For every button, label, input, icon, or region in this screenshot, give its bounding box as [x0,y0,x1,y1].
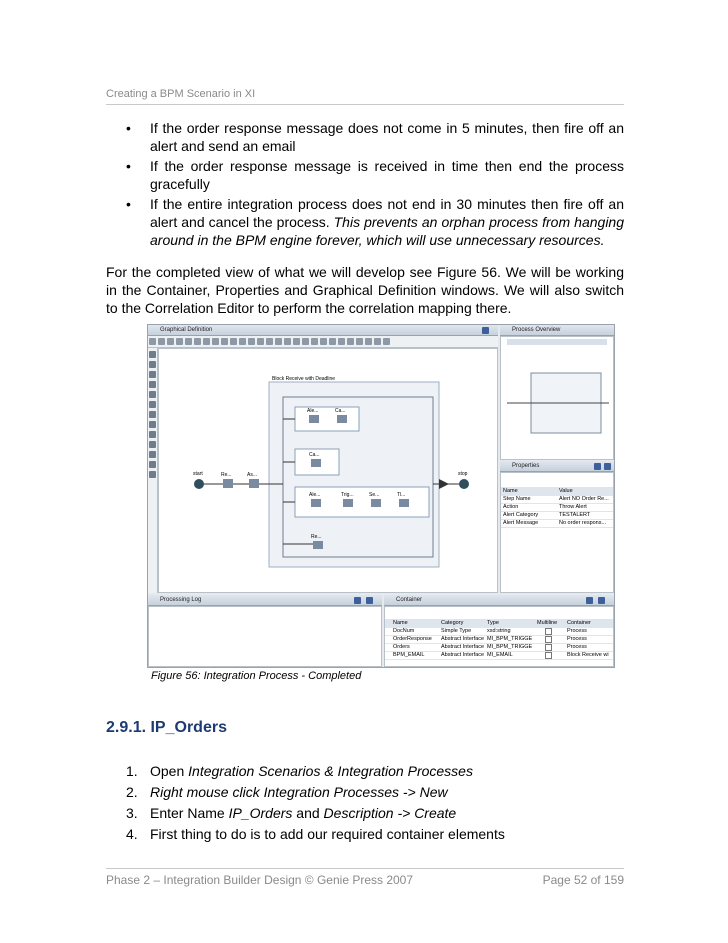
table-row[interactable]: OrderResponse Abstract Interface MI_BPM_TRIGGE Process [385,635,613,644]
toolbar-icon[interactable] [284,338,291,345]
step-palette [148,348,158,593]
table-row[interactable]: Alert Message No order respons... [501,519,613,528]
toolbar-icon[interactable] [365,338,372,345]
palette-icon[interactable] [149,461,156,468]
step-item: 1. Open Integration Scenarios & Integration Processes [106,761,505,782]
footer-text: Phase 2 – Integration Builder Design © Genie Press 2007 [106,873,414,887]
bullet-text: If the order response message does not come in 5 minutes, then fire off an alert and send an email [150,120,624,154]
bullet-text: If the entire integration process does not end in 30 minutes then fire off an alert and cancel the process. [150,196,624,230]
column-header: Multiline [537,620,558,626]
figure-screenshot [147,324,615,668]
close-icon[interactable] [366,597,373,604]
receive-step-icon[interactable] [223,479,233,488]
bullet-text: If the order response message is received in time then end the process gracefully [150,158,624,192]
palette-icon[interactable] [149,431,156,438]
palette-icon[interactable] [149,381,156,388]
toolbar-icon[interactable] [212,338,219,345]
toolbar-icon[interactable] [338,338,345,345]
multiline-checkbox[interactable] [545,628,552,635]
step-label: Re... [311,534,322,540]
receive-step-icon[interactable] [313,541,323,549]
trigger-step-icon[interactable] [343,499,353,507]
toolbar-icon[interactable] [356,338,363,345]
alert-step-icon[interactable] [311,499,321,507]
toolbar-icon[interactable] [302,338,309,345]
column-header: Value [559,488,573,494]
toolbar-icon[interactable] [320,338,327,345]
table-row[interactable]: Action Throw Alert [501,503,613,512]
process-overview-canvas[interactable] [500,336,614,460]
toolbar-icon[interactable] [266,338,273,345]
toolbar-icon[interactable] [275,338,282,345]
close-icon[interactable] [598,597,605,604]
bullet-item [106,157,624,193]
toolbar-icon[interactable] [221,338,228,345]
stop-event-icon[interactable] [459,479,469,489]
running-header: Creating a BPM Scenario in XI [106,88,256,100]
page-number: Page 52 of 159 [542,873,624,887]
figure-caption: Figure 56: Integration Process - Completed [151,670,362,682]
palette-icon[interactable] [149,401,156,408]
toolbar-icon[interactable] [347,338,354,345]
step-item: 2. Right mouse click Integration Processes -> New [106,782,505,803]
palette-icon[interactable] [149,371,156,378]
properties-titlebar [500,461,614,472]
toolbar-icon[interactable] [158,338,165,345]
palette-icon[interactable] [149,451,156,458]
container-titlebar [384,595,614,606]
step-number: 1. [126,763,138,779]
step-label: Re... [221,472,232,478]
step-label: Ale... [309,492,321,498]
bullet-dot-icon: • [126,196,131,212]
toolbar-icon[interactable] [176,338,183,345]
step-number: 2. [126,784,138,800]
properties-grid [500,472,614,593]
table-row[interactable]: DocNum Simple Type xsd:string Process [385,627,613,636]
start-event-icon[interactable] [194,479,204,489]
process-overview-titlebar [500,325,614,336]
palette-icon[interactable] [149,391,156,398]
toolbar-icon[interactable] [257,338,264,345]
assign-step-icon[interactable] [249,479,259,488]
palette-icon[interactable] [149,361,156,368]
step-label: Ca... [309,452,320,458]
bullet-dot-icon: • [126,158,131,174]
bullet-dot-icon: • [126,120,131,136]
table-row[interactable]: BPM_EMAIL Abstract Interface MI_EMAIL Block Receive wi [385,651,613,660]
pane-title: Process Overview [512,327,561,333]
step-label: Tl... [397,492,406,498]
pane-title: Graphical Definition [160,327,213,333]
palette-icon[interactable] [149,351,156,358]
step-number: 3. [126,805,138,821]
overview-diagram [501,337,613,459]
bullet-item [106,119,624,155]
bullet-item [106,195,624,249]
timer-step-icon[interactable] [399,499,409,507]
step-item: 3. Enter Name IP_Orders and Description -> Create [106,803,505,824]
toolbar-icon[interactable] [374,338,381,345]
stop-label: stop [458,471,468,477]
toolbar-icon[interactable] [230,338,237,345]
bullet-emphasis: This prevents an orphan process from hanging around in the BPM engine forever, which will use unnecessary resources. [150,214,624,248]
step-label: Trig... [341,492,354,498]
maximize-icon[interactable] [354,597,361,604]
table-row[interactable]: Step Name Alert NO Order Re... [501,495,613,504]
toolbar-icon[interactable] [194,338,201,345]
toolbar-icon[interactable] [239,338,246,345]
toolbar-icon[interactable] [383,338,390,345]
toolbar-icon[interactable] [311,338,318,345]
step-item: 4. First thing to do is to add our required container elements [106,824,505,845]
column-header: Name [503,488,518,494]
arrow-icon [439,479,449,489]
toolbar-icon[interactable] [149,338,156,345]
branch-box-1[interactable] [295,407,359,431]
toolbar-icon[interactable] [203,338,210,345]
maximize-icon[interactable] [594,463,601,470]
column-header: Type [487,620,499,626]
palette-icon[interactable] [149,421,156,428]
palette-icon[interactable] [149,441,156,448]
step-label: Ale... [307,408,319,414]
header-rule [106,104,624,105]
toolbar-icon[interactable] [167,338,174,345]
footer-rule [106,868,624,869]
container-grid [384,606,614,667]
process-diagram [159,349,497,592]
send-step-icon[interactable] [371,499,381,507]
pane-title: Processing Log [160,597,202,603]
palette-icon[interactable] [149,471,156,478]
graphical-toolbar [148,336,498,348]
multiline-checkbox[interactable] [545,652,552,659]
step-label: As... [247,472,258,478]
body-paragraph: For the completed view of what we will develop see Figure 56. We will be working in the Container, Properties and Graphical Definition windows. We will also switch to the Correlation Editor to perform the correlation mapping there. [106,264,624,316]
processing-log-body [148,606,382,667]
step-label: Ca... [335,408,346,414]
maximize-icon[interactable] [482,327,489,334]
pane-title: Container [396,597,423,603]
close-icon[interactable] [604,463,611,470]
process-canvas[interactable] [158,348,498,593]
toolbar-icon[interactable] [185,338,192,345]
multiline-checkbox[interactable] [545,636,552,643]
toolbar-icon[interactable] [293,338,300,345]
block-label: Block Receive with Deadline [272,376,336,382]
cancel-step-icon[interactable] [311,459,321,467]
table-row[interactable]: Alert Category TESTALERT [501,511,613,520]
start-label: start [193,471,203,477]
maximize-icon[interactable] [586,597,593,604]
numbered-steps [106,761,505,845]
overview-slider[interactable] [507,339,607,345]
graphical-definition-titlebar [148,325,498,336]
toolbar-icon[interactable] [329,338,336,345]
column-header: Container [567,620,591,626]
column-header: Name [393,620,408,626]
toolbar-icon[interactable] [248,338,255,345]
table-row[interactable]: Orders Abstract Interface MI_BPM_TRIGGE Process [385,643,613,652]
alert-step-icon[interactable] [309,415,319,423]
palette-icon[interactable] [149,411,156,418]
processing-log-titlebar [148,595,382,606]
column-header: Category [441,620,464,626]
bullet-list [106,119,624,251]
cancel-step-icon[interactable] [337,415,347,423]
pane-title: Properties [512,463,540,469]
multiline-checkbox[interactable] [545,644,552,651]
step-label: Se... [369,492,380,498]
step-number: 4. [126,826,138,842]
section-heading: 2.9.1. IP_Orders [106,719,227,736]
